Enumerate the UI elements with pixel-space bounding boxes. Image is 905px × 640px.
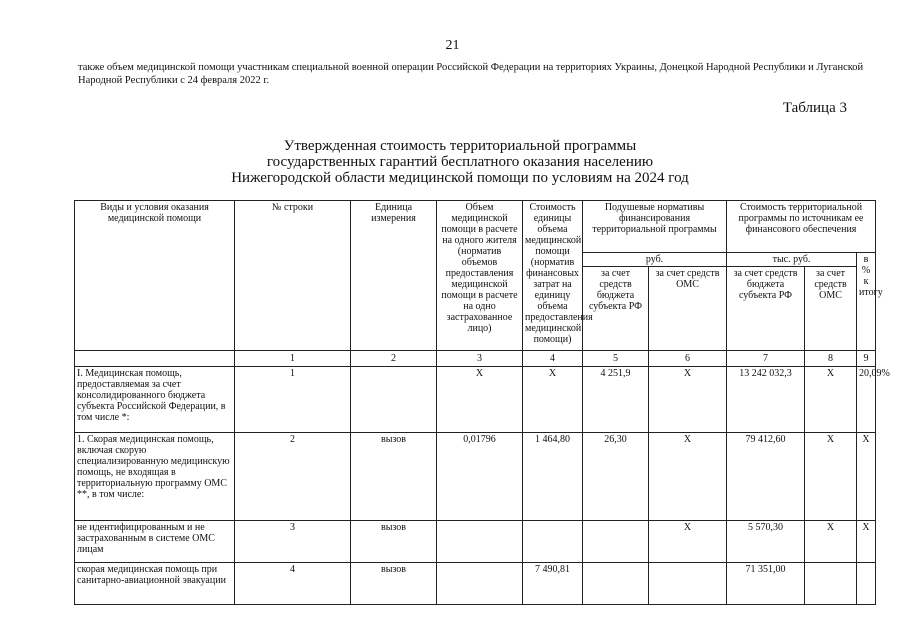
row-cost-budget: 79 412,60 [727,433,805,521]
row-line-number: 4 [235,563,351,605]
header-cost-budget: за счет средств бюджета субъекта РФ [727,267,805,351]
row-norm-budget [583,563,649,605]
header-program-cost: Стоимость территориальной программы по источникам ее финансового обеспечения [727,201,876,253]
column-number: 4 [523,351,583,367]
cost-table [74,200,890,605]
row-norm-oms [649,563,727,605]
header-kinds: Виды и условия оказания медицинской помощи [75,201,235,351]
row-unit-cost: 7 490,81 [523,563,583,605]
row-norm-budget [583,521,649,563]
row-norm-oms: X [649,433,727,521]
row-norm-budget: 26,30 [583,433,649,521]
header-rub: руб. [583,253,727,267]
intro-paragraph: также объем медицинской помощи участникам специальной военной операции Российской Федерации на территориях Украины, Донецкой Народной Республики и Луганской Народной Республики с 24 февраля 2022 г. [78,62,864,86]
document-title [160,138,760,186]
header-cost-oms: за счет средств ОМС [805,267,857,351]
header-unit-cost: Стоимость единицы объема медицинской помощи (норматив финансовых затрат на единицу объема предоставления медицинской помощи) [523,201,583,351]
row-cost-budget: 5 570,30 [727,521,805,563]
row-volume [437,563,523,605]
row-line-number: 3 [235,521,351,563]
row-cost-budget: 13 242 032,3 [727,367,805,433]
row-volume [437,521,523,563]
row-unit: вызов [351,433,437,521]
row-name: 1. Скорая медицинская помощь, включая скорую специализированную медицинскую помощь, не входящая в территориальную программу ОМС **, в том числе: [75,433,235,521]
column-number: 5 [583,351,649,367]
row-unit-cost: X [523,367,583,433]
column-number: 3 [437,351,523,367]
row-cost-oms: X [805,367,857,433]
row-percent [857,563,876,605]
column-number: 7 [727,351,805,367]
header-percent: в % к итогу [857,253,876,351]
title-line: Утвержденная стоимость территориальной программы [283,138,637,154]
page-number: 21 [445,38,460,53]
row-line-number: 2 [235,433,351,521]
row-cost-oms [805,563,857,605]
header-norm-oms: за счет средств ОМС [649,267,727,351]
table-row [75,521,876,563]
row-unit-cost: 1 464,80 [523,433,583,521]
table-row [75,433,876,521]
row-percent: X [857,521,876,563]
row-cost-oms: X [805,521,857,563]
header-norm-budget: за счет средств бюджета субъекта РФ [583,267,649,351]
column-number-row [75,351,876,367]
row-percent: X [857,433,876,521]
row-unit-cost [523,521,583,563]
row-line-number: 1 [235,367,351,433]
column-number: 8 [805,351,857,367]
column-number: 1 [235,351,351,367]
row-cost-budget: 71 351,00 [727,563,805,605]
row-name: не идентифицированным и не застрахованным в системе ОМС лицам [75,521,235,563]
row-unit: вызов [351,521,437,563]
header-volume: Объем медицинской помощи в расчете на одного жителя (норматив объемов предоставления медицинской помощи в расчете на одно застрахованное лицо) [437,201,523,351]
column-number: 2 [351,351,437,367]
row-unit [351,367,437,433]
row-norm-oms: X [649,521,727,563]
header-thousand-rub: тыс. руб. [727,253,857,267]
table-row [75,563,876,605]
column-number: 6 [649,351,727,367]
table-row [75,367,876,433]
column-number: 9 [857,351,876,367]
header-line-number: № строки [235,201,351,351]
row-unit: вызов [351,563,437,605]
table-label: Таблица 3 [782,100,847,116]
row-name: I. Медицинская помощь, предоставляемая за счет консолидированного бюджета субъекта Российской Федерации, в том числе *: [75,367,235,433]
header-per-capita-norms: Подушевые нормативы финансирования территориальной программы [583,201,727,253]
column-number [75,351,235,367]
row-norm-oms: X [649,367,727,433]
row-cost-oms: X [805,433,857,521]
title-line: Нижегородской области медицинской помощи по условиям на 2024 год [231,170,689,186]
row-volume: X [437,367,523,433]
row-name: скорая медицинская помощь при санитарно-авиационной эвакуации [75,563,235,605]
row-norm-budget: 4 251,9 [583,367,649,433]
header-unit: Единица измерения [351,201,437,351]
title-line: государственных гарантий бесплатного оказания населению [266,154,654,170]
row-percent: 20,09% [857,367,876,433]
row-volume: 0,01796 [437,433,523,521]
